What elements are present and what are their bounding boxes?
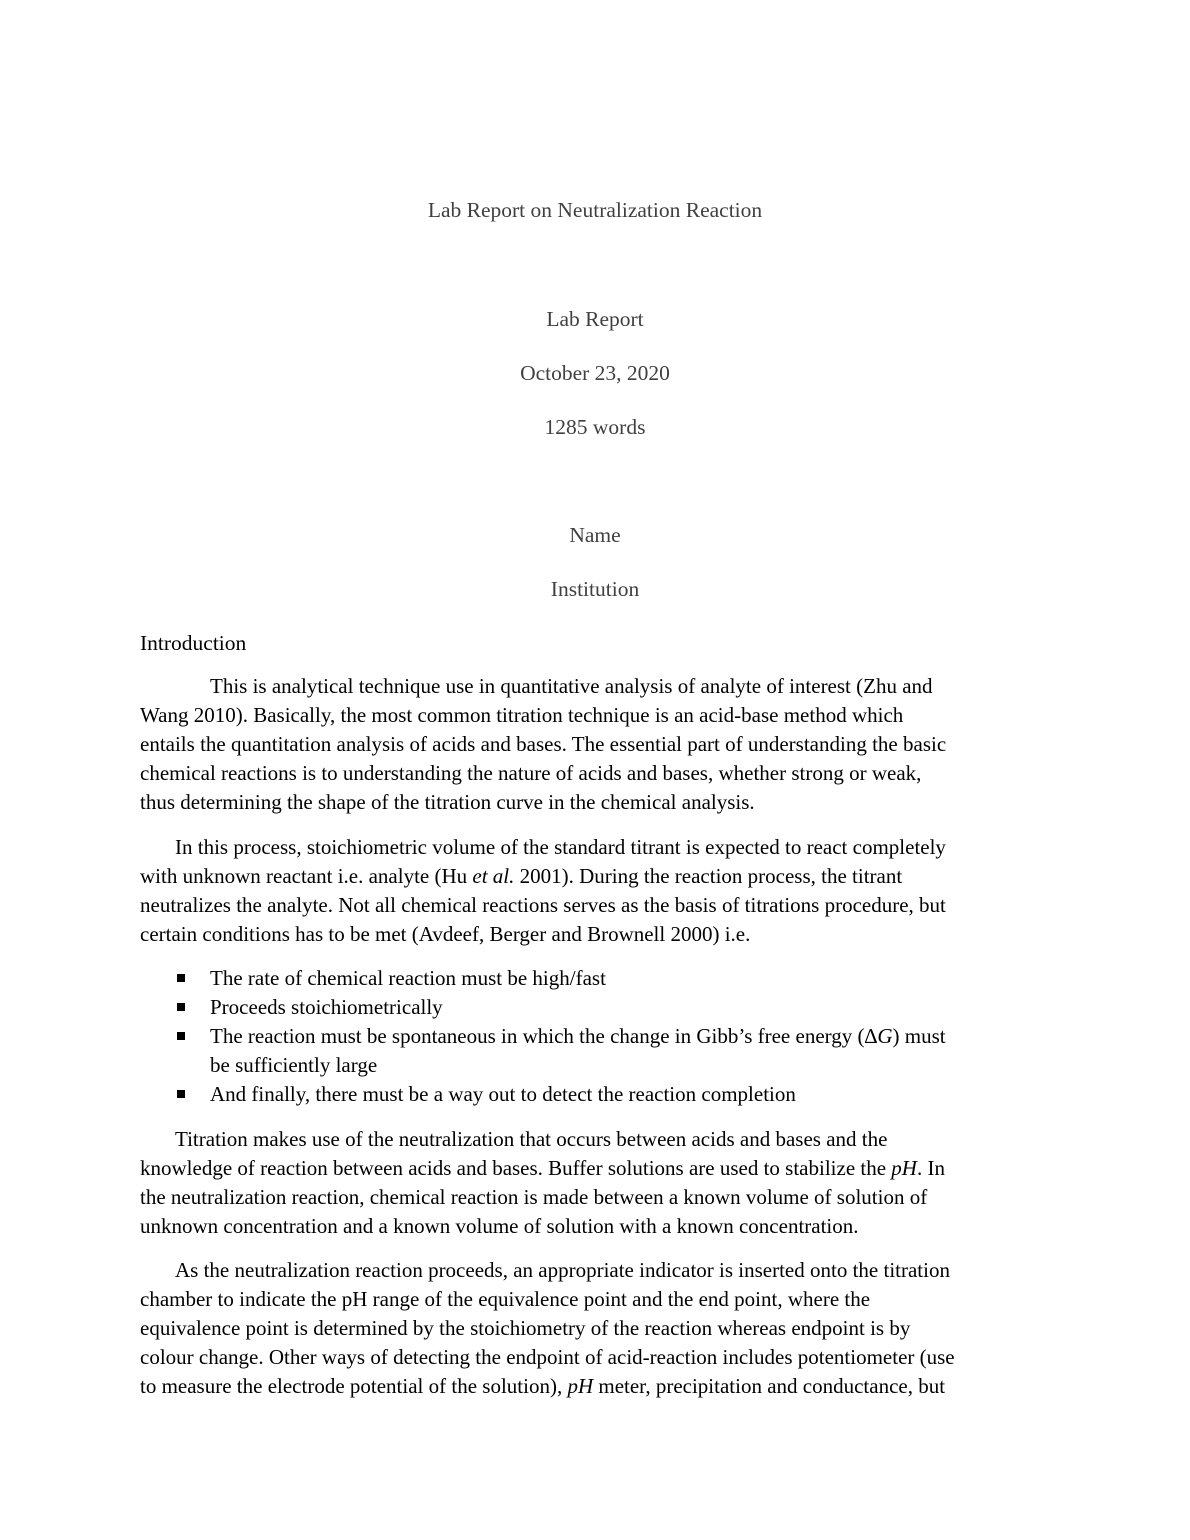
paragraph-line: neutralizes the analyte. Not all chemical reactions serves as the basis of titrations procedure, but: [140, 893, 946, 917]
text-run: . In: [916, 1156, 945, 1180]
text-run: ) must: [892, 1024, 946, 1048]
list-item-text: Proceeds stoichiometrically: [210, 995, 443, 1019]
paragraph-line: [140, 1154, 1050, 1183]
paragraph-line: thus determining the shape of the titration curve in the chemical analysis.: [140, 790, 755, 814]
list-item: [140, 1080, 1050, 1109]
paragraph-1: [140, 672, 1050, 817]
list-item-text: be sufficiently large: [210, 1053, 378, 1077]
paragraph-line: the neutralization reaction, chemical reaction is made between a known volume of solution of: [140, 1185, 928, 1209]
paragraph-line: chemical reactions is to understanding the nature of acids and bases, whether strong or weak,: [140, 761, 922, 785]
list-item: [140, 964, 1050, 993]
paragraph-2: [140, 833, 1050, 949]
paragraph-line: entails the quantitation analysis of acids and bases. The essential part of understanding the basic: [140, 732, 947, 756]
paragraph-line: In this process, stoichiometric volume of the standard titrant is expected to react completely: [175, 835, 946, 859]
citation-et-al: et al.: [472, 864, 515, 888]
list-item: [140, 993, 1050, 1022]
report-subtitle: Lab Report: [546, 307, 644, 331]
text-run: 2001). During the reaction process, the titrant: [514, 864, 903, 888]
gibbs-g-symbol: G: [877, 1024, 893, 1048]
bullet-square-icon: [177, 974, 185, 982]
list-item: [140, 1022, 1050, 1080]
bullet-square-icon: [177, 1003, 185, 1011]
ph-symbol: pH: [567, 1374, 594, 1398]
list-item-text: And finally, there must be a way out to detect the reaction completion: [210, 1082, 796, 1106]
bullet-square-icon: [177, 1032, 185, 1040]
list-item-text: The rate of chemical reaction must be high/fast: [210, 966, 606, 990]
ph-symbol: pH: [891, 1156, 917, 1180]
paragraph-line: equivalence point is determined by the stoichiometry of the reaction whereas endpoint is by: [140, 1316, 911, 1340]
text-run: meter, precipitation and conductance, but: [593, 1374, 946, 1398]
text-run: to measure the electrode potential of the solution),: [140, 1374, 568, 1398]
text-run: The reaction must be spontaneous in which the change in Gibb’s free energy (: [210, 1024, 865, 1048]
report-date: October 23, 2020: [520, 361, 670, 385]
paragraph-line: Titration makes use of the neutralization that occurs between acids and bases and the: [175, 1127, 888, 1151]
paragraph-line: colour change. Other ways of detecting the endpoint of acid-reaction includes potentiometer (use: [140, 1345, 955, 1369]
bullet-square-icon: [177, 1090, 185, 1098]
word-count: 1285 words: [544, 415, 646, 439]
report-title: Lab Report on Neutralization Reaction: [427, 198, 763, 222]
conditions-list: [140, 964, 1050, 1109]
paragraph-line: [140, 1372, 1050, 1401]
institution: Institution: [550, 577, 640, 601]
section-heading-introduction: Introduction: [140, 631, 247, 655]
text-run: knowledge of reaction between acids and bases. Buffer solutions are used to stabilize the: [140, 1156, 892, 1180]
list-item-text: [210, 1022, 1050, 1051]
paragraph-line: This is analytical technique use in quantitative analysis of analyte of interest (Zhu and: [210, 674, 933, 698]
paragraph-3: [140, 1125, 1050, 1241]
paragraph-line: chamber to indicate the pH range of the equivalence point and the end point, where the: [140, 1287, 871, 1311]
delta-symbol: ∆: [864, 1024, 878, 1048]
paragraph-line: Wang 2010). Basically, the most common titration technique is an acid-base method which: [140, 703, 904, 727]
text-run: with unknown reactant i.e. analyte (Hu: [140, 864, 473, 888]
paragraph-line: certain conditions has to be met (Avdeef, Berger and Brownell 2000) i.e.: [140, 922, 751, 946]
paragraph-line: unknown concentration and a known volume of solution with a known concentration.: [140, 1214, 859, 1238]
paragraph-line: As the neutralization reaction proceeds, an appropriate indicator is inserted onto the titration: [175, 1258, 950, 1282]
paragraph-line: [140, 862, 1050, 891]
paragraph-4: [140, 1256, 1050, 1401]
author-name: Name: [569, 523, 621, 547]
